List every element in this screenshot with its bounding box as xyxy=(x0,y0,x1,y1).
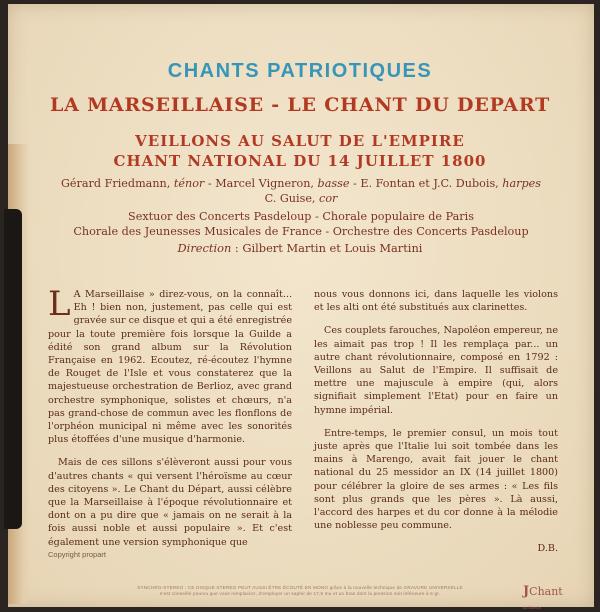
ensembles-line: Chorale des Jeunesses Musicales de France - Orchestre des Concerts Pasdeloup xyxy=(73,224,529,238)
liner-paragraph: Ces couplets farouches, Napoléon empereur, ne les aimait pas trop ! Il les remplaça par... un autre chant révolutionnaire, composé en 1792 : Veillons au Salut de l'Empire. Il suffisait de mettre une majuscule à empire (qui, alors signifiait simplement l'Etat) pour en faire un hymne impérial. xyxy=(314,325,558,416)
technical-fineprint xyxy=(110,585,490,597)
series-title: CHANTS PATRIOTIQUES xyxy=(167,60,433,82)
label-logo-mark: J xyxy=(523,584,530,599)
conductors-names: : Gilbert Martin et Louis Martini xyxy=(231,241,423,255)
separator: - xyxy=(349,177,361,190)
liner-paragraph: nous vous donnons ici, dans laquelle les violons et les alti ont été substitués aux clarinettes. xyxy=(314,289,558,314)
author-signature: D.B. xyxy=(537,543,558,555)
performer-name: E. Fontan et J.C. Dubois, xyxy=(360,177,503,190)
fineprint-line: n'est conseillé pourvu que vous remplaciez, d'employer un saphir de 17,5 mu et un bras dont la pression soit inférieure à 5 gr. xyxy=(159,591,441,596)
performer-name: Gérard Friedmann, xyxy=(60,177,174,190)
performer-name: C. Guise, xyxy=(264,191,320,205)
label-logo-subtext: du Monde xyxy=(523,605,541,610)
performer-role: basse xyxy=(317,177,350,190)
separator: - xyxy=(204,177,216,190)
fineprint-line: SYNCHRO-STEREO : CE DISQUE STEREO PEUT AUSSI ÊTRE ÉCOUTÉ EN MONO grâce à la nouvelle technique de GRAVURE UNIVERSELLE xyxy=(137,585,463,590)
performer-role: harpes xyxy=(502,177,542,190)
drop-cap: L xyxy=(48,284,71,324)
songs-title-main: LA MARSEILLAISE - LE CHANT DU DEPART xyxy=(49,94,551,116)
songs-title-line-chant-national: CHANT NATIONAL DU 14 JUILLET 1800 xyxy=(113,152,487,170)
liner-paragraph: Entre-temps, le premier consul, un mois tout juste après que l'Italie lui soit tombée dans les mains à Marengo, avait fait jouer le chant national du 25 messidor an IX (14 juillet 1800) pour célébrer la gloire de ses armes : « Les fils sont plus grands que les pères ». Là aussi, l'accord des harpes et du cor donne à la mélodie une noblesse peu commune. xyxy=(314,427,558,532)
label-logo xyxy=(523,584,567,610)
performers-credits xyxy=(36,177,566,239)
performer-role: ténor xyxy=(173,177,205,190)
vinyl-record-edge xyxy=(4,209,22,529)
songs-title-secondary xyxy=(0,131,600,171)
liner-notes-left-column xyxy=(48,284,292,559)
liner-paragraph: Mais de ces sillons s'élèveront aussi pour vous d'autres chants « qui versent l'héroïsme au cœur des citoyens ». Le Chant du Départ, aussi célèbre que la Marseillaise à l'époque révolutionnaire et dont on a pu dire que « jamais on ne serait à la fois aussi noble et aussi populaire ». Et c'est également une version symphonique que xyxy=(48,457,292,548)
horn-line xyxy=(36,192,566,207)
songs-title-line-empire: VEILLONS AU SALUT DE L'EMPIRE xyxy=(135,132,465,150)
performer-role: cor xyxy=(319,191,338,205)
direction-label: Direction xyxy=(177,241,232,255)
copyright-notice: Copyright propart xyxy=(48,550,106,559)
performer-name: Marcel Vigneron, xyxy=(215,177,318,190)
label-logo-text: Chant xyxy=(529,585,563,598)
liner-notes-right-column xyxy=(314,288,558,566)
ensembles-line: Sextuor des Concerts Pasdeloup - Chorale populaire de Paris xyxy=(128,210,474,224)
conductors-line xyxy=(0,241,600,255)
soloists-line xyxy=(36,177,566,192)
liner-paragraph: L A Marseillaise » direz-vous, on la connaît... Eh ! bien non, justement, pas celle qui est gravée sur ce disque et qui a été enregistrée pour la toute première fois lorsque la Guilde a édité son grand album sur la Révolution Française en 1962. Ecoutez, ré-écoutez l'hymne de Rouget de l'Isle et vous constaterez que la majestueuse orchestration de Berlioz, avec grand orchestre symphonique, solistes et chœurs, n'a pas grand-chose de commun avec les flonflons de l'orphéon municipal ni même avec les sonorités plus étoffées d'une musique d'harmonie. xyxy=(48,284,292,446)
